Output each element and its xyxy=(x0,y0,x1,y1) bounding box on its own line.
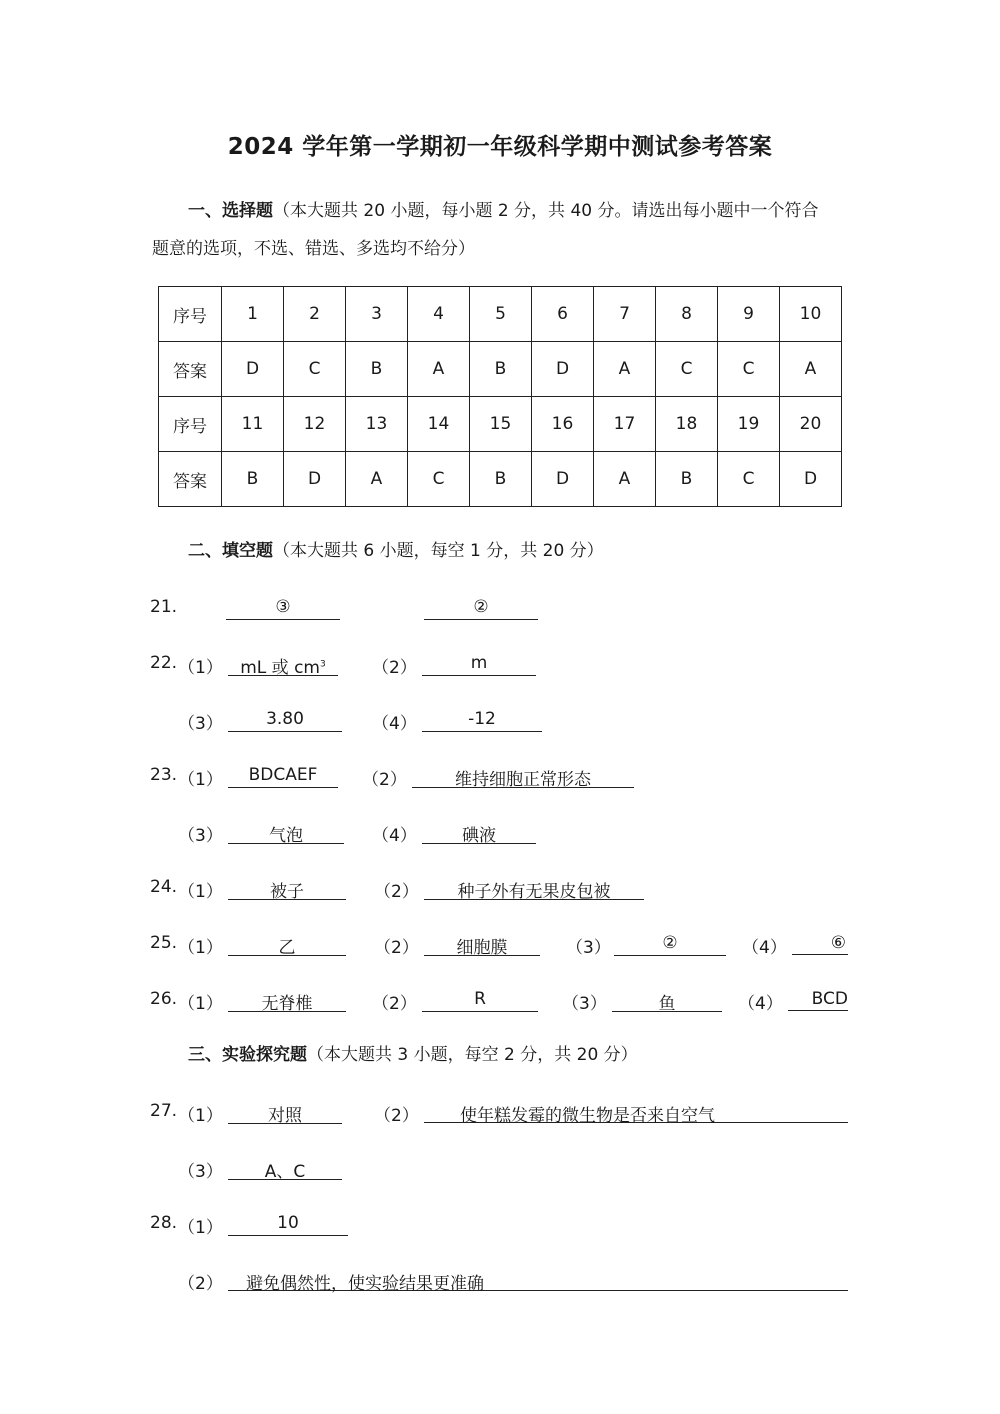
table-cell: 8 xyxy=(656,287,718,342)
question-number: 21. xyxy=(150,597,178,617)
part-label: （3） xyxy=(178,1162,223,1182)
answer-blank: 种子外有无果皮包被 xyxy=(424,877,644,900)
question-number: 28. xyxy=(150,1213,178,1233)
answer-blank: 使年糕发霉的微生物是否来自空气 xyxy=(424,1101,848,1123)
table-header-num: 序号 xyxy=(159,287,222,342)
table-cell: B xyxy=(470,452,532,507)
section-choice-desc: （本大题共 20 小题，每小题 2 分，共 40 分。请选出每小题中一个符合 xyxy=(273,201,819,221)
table-cell: 4 xyxy=(408,287,470,342)
table-cell: 9 xyxy=(718,287,780,342)
part-label: （4） xyxy=(372,826,417,846)
section-fill-desc: （本大题共 6 小题，每空 1 分，共 20 分） xyxy=(273,541,604,561)
table-cell: 6 xyxy=(532,287,594,342)
answer-blank: A、C xyxy=(228,1157,342,1180)
answer-blank: ② xyxy=(614,933,726,956)
question-21 xyxy=(0,597,1000,623)
table-row-numbers-2 xyxy=(159,397,842,452)
answer-blank: R xyxy=(422,989,538,1012)
part-label: （2） xyxy=(372,994,417,1014)
question-number: 27. xyxy=(150,1101,178,1121)
table-cell: 16 xyxy=(532,397,594,452)
part-label: （3） xyxy=(562,994,607,1014)
answer-blank: -12 xyxy=(422,709,542,732)
question-number: 26. xyxy=(150,989,178,1009)
question-28-cont xyxy=(0,1269,1000,1295)
question-28 xyxy=(0,1213,1000,1239)
section-experiment-desc: （本大题共 3 小题，每空 2 分，共 20 分） xyxy=(307,1045,638,1065)
table-cell: A xyxy=(594,342,656,397)
table-cell: A xyxy=(408,342,470,397)
table-cell: A xyxy=(346,452,408,507)
answer-blank: ② xyxy=(424,597,538,620)
table-cell: 14 xyxy=(408,397,470,452)
answer-blank: BCD xyxy=(788,989,848,1011)
table-cell: 13 xyxy=(346,397,408,452)
question-number: 23. xyxy=(150,765,178,785)
part-label: （2） xyxy=(362,770,407,790)
answer-blank: 被子 xyxy=(228,877,346,900)
table-cell: C xyxy=(718,342,780,397)
table-cell: D xyxy=(222,342,284,397)
section-fill-heading xyxy=(188,532,604,570)
table-header-num: 序号 xyxy=(159,397,222,452)
part-label: （4） xyxy=(742,938,787,958)
table-cell: D xyxy=(532,342,594,397)
part-label: （1） xyxy=(178,1218,223,1238)
table-cell: D xyxy=(284,452,346,507)
table-cell: D xyxy=(780,452,842,507)
section-experiment-title: 三、实验探究题 xyxy=(188,1045,307,1065)
section-experiment-heading xyxy=(188,1036,638,1074)
table-cell: 7 xyxy=(594,287,656,342)
table-cell: 10 xyxy=(780,287,842,342)
page-title: 2024 学年第一学期初一年级科学期中测试参考答案 xyxy=(227,134,773,160)
unit-superscript: 3 xyxy=(320,659,326,670)
answer-blank: m xyxy=(422,653,536,676)
table-row-answers-1 xyxy=(159,342,842,397)
part-label: （1） xyxy=(178,770,223,790)
section-fill-title: 二、填空题 xyxy=(188,541,273,561)
part-label: （3） xyxy=(178,826,223,846)
answer-blank: 维持细胞正常形态 xyxy=(412,765,634,788)
table-cell: 17 xyxy=(594,397,656,452)
answer-text: mL 或 cm xyxy=(240,658,320,678)
answer-blank: 乙 xyxy=(228,933,346,956)
answer-blank: 3.80 xyxy=(228,709,342,732)
table-cell: 18 xyxy=(656,397,718,452)
question-number: 25. xyxy=(150,933,178,953)
table-cell: 2 xyxy=(284,287,346,342)
answer-blank: 对照 xyxy=(228,1101,342,1124)
answer-blank: 鱼 xyxy=(612,989,722,1012)
part-label: （3） xyxy=(178,714,223,734)
answer-blank xyxy=(228,653,338,676)
table-cell: 1 xyxy=(222,287,284,342)
part-label: （2） xyxy=(374,938,419,958)
table-cell: 12 xyxy=(284,397,346,452)
part-label: （2） xyxy=(374,1106,419,1126)
part-label: （1） xyxy=(178,994,223,1014)
answer-blank: 10 xyxy=(228,1213,348,1236)
table-cell: B xyxy=(346,342,408,397)
table-cell: B xyxy=(470,342,532,397)
answer-blank: 碘液 xyxy=(422,821,536,844)
question-22-cont xyxy=(0,709,1000,735)
table-cell: 20 xyxy=(780,397,842,452)
question-number: 24. xyxy=(150,877,178,897)
answer-blank: BDCAEF xyxy=(228,765,338,788)
part-label: （1） xyxy=(178,658,223,678)
table-cell: D xyxy=(532,452,594,507)
table-cell: A xyxy=(594,452,656,507)
table-header-ans: 答案 xyxy=(159,342,222,397)
question-23 xyxy=(0,765,1000,791)
table-cell: 19 xyxy=(718,397,780,452)
table-cell: 11 xyxy=(222,397,284,452)
part-label: （2） xyxy=(178,1274,223,1294)
part-label: （1） xyxy=(178,1106,223,1126)
table-row-numbers-1 xyxy=(159,287,842,342)
question-22 xyxy=(0,653,1000,679)
answer-blank: 避免偶然性，使实验结果更准确 xyxy=(228,1269,848,1291)
question-23-cont xyxy=(0,821,1000,847)
question-24 xyxy=(0,877,1000,903)
question-27-cont xyxy=(0,1157,1000,1183)
table-row-answers-2 xyxy=(159,452,842,507)
part-label: （2） xyxy=(374,882,419,902)
table-cell: 15 xyxy=(470,397,532,452)
answer-blank: ⑥ xyxy=(792,933,848,955)
answer-blank: 细胞膜 xyxy=(424,933,540,956)
table-cell: 5 xyxy=(470,287,532,342)
part-label: （2） xyxy=(372,658,417,678)
part-label: （4） xyxy=(372,714,417,734)
answer-blank: 无脊椎 xyxy=(228,989,346,1012)
table-cell: C xyxy=(656,342,718,397)
section-choice-heading xyxy=(152,192,852,268)
table-cell: C xyxy=(284,342,346,397)
section-choice-desc-2: 题意的选项，不选、错选、多选均不给分） xyxy=(152,239,475,259)
table-cell: A xyxy=(780,342,842,397)
question-number: 22. xyxy=(150,653,178,673)
answer-table xyxy=(158,286,842,507)
part-label: （4） xyxy=(738,994,783,1014)
question-26 xyxy=(0,989,1000,1015)
table-cell: B xyxy=(656,452,718,507)
table-header-ans: 答案 xyxy=(159,452,222,507)
section-choice-title: 一、选择题 xyxy=(188,201,273,221)
question-25 xyxy=(0,933,1000,959)
table-cell: C xyxy=(718,452,780,507)
table-cell: C xyxy=(408,452,470,507)
question-27 xyxy=(0,1101,1000,1127)
answer-blank: 气泡 xyxy=(228,821,344,844)
answer-blank: ③ xyxy=(226,597,340,620)
part-label: （3） xyxy=(566,938,611,958)
table-cell: 3 xyxy=(346,287,408,342)
part-label: （1） xyxy=(178,882,223,902)
part-label: （1） xyxy=(178,938,223,958)
table-cell: B xyxy=(222,452,284,507)
